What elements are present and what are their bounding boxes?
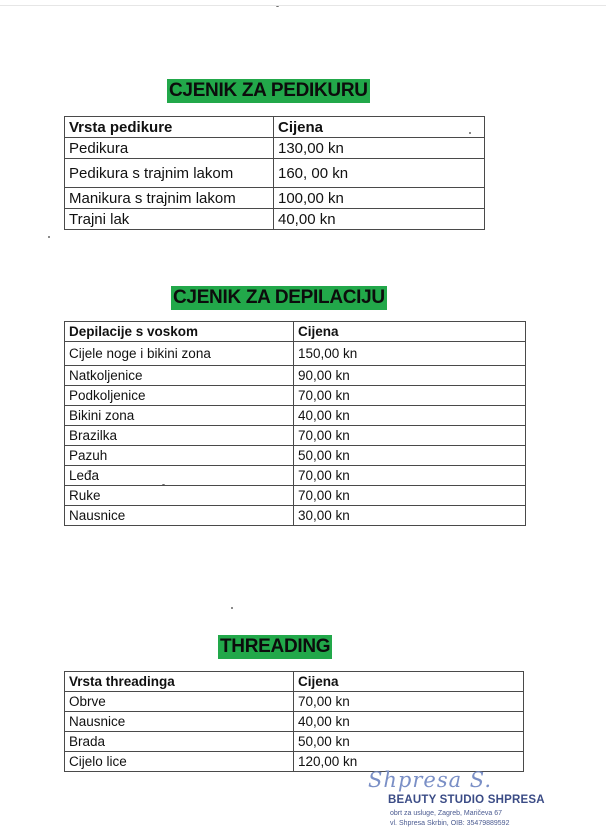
- table-header-row: [65, 322, 526, 342]
- service-name: Trajni lak: [65, 209, 274, 230]
- service-name: Cijele noge i bikini zona: [65, 342, 294, 366]
- threading-price-heading: THREADING: [220, 636, 331, 657]
- service-price: 30,00 kn: [294, 506, 526, 526]
- table-row: [65, 188, 485, 209]
- column-header-price: Cijena: [294, 672, 524, 692]
- table-row: [65, 426, 526, 446]
- scan-edge-line: [0, 5, 606, 6]
- table-header-row: [65, 117, 485, 138]
- table-row: [65, 486, 526, 506]
- service-price: 90,00 kn: [294, 366, 526, 386]
- table-row: [65, 159, 485, 188]
- pedicure-price-table: [64, 116, 485, 230]
- service-name: Pazuh: [65, 446, 294, 466]
- service-price: 120,00 kn: [294, 752, 524, 772]
- service-price: 150,00 kn: [294, 342, 526, 366]
- service-name: Nausnice: [65, 712, 294, 732]
- column-header-service: Depilacije s voskom: [65, 322, 294, 342]
- service-name: Podkoljenice: [65, 386, 294, 406]
- service-price: 70,00 kn: [294, 426, 526, 446]
- table-row: [65, 446, 526, 466]
- table-row: [65, 366, 526, 386]
- service-price: 50,00 kn: [294, 446, 526, 466]
- waxing-price-heading: CJENIK ZA DEPILACIJU: [173, 287, 385, 308]
- table-row: [65, 209, 485, 230]
- table-row: [65, 138, 485, 159]
- service-name: Cijelo lice: [65, 752, 294, 772]
- table-row: [65, 692, 524, 712]
- service-price: 130,00 kn: [274, 138, 485, 159]
- scan-speck: [276, 6, 279, 7]
- table-row: [65, 732, 524, 752]
- service-name: Pedikura s trajnim lakom: [65, 159, 274, 188]
- service-price: 100,00 kn: [274, 188, 485, 209]
- service-price: 70,00 kn: [294, 466, 526, 486]
- service-name: Bikini zona: [65, 406, 294, 426]
- table-row: [65, 342, 526, 366]
- handwritten-signature: Shpresa S.: [368, 768, 493, 792]
- scan-speck: [231, 607, 233, 609]
- service-name: Pedikura: [65, 138, 274, 159]
- table-row: [65, 712, 524, 732]
- column-header-service: Vrsta pedikure: [65, 117, 274, 138]
- pedicure-price-heading: CJENIK ZA PEDIKURU: [169, 80, 368, 101]
- service-name: Obrve: [65, 692, 294, 712]
- service-price: 40,00 kn: [274, 209, 485, 230]
- column-header-price: Cijena: [294, 322, 526, 342]
- table-row: [65, 406, 526, 426]
- stamp-owner-line: vl. Shpresa Skrbin, OIB: 35479889592: [390, 820, 510, 827]
- table-row: [65, 506, 526, 526]
- scan-speck: [469, 132, 471, 134]
- service-price: 70,00 kn: [294, 692, 524, 712]
- service-name: Ruke: [65, 486, 294, 506]
- service-price: 40,00 kn: [294, 406, 526, 426]
- table-row: [65, 386, 526, 406]
- scan-speck: [162, 484, 165, 485]
- stamp-business-name: BEAUTY STUDIO SHPRESA: [388, 794, 545, 806]
- threading-price-table: [64, 671, 524, 772]
- service-name: Nausnice: [65, 506, 294, 526]
- service-price: 70,00 kn: [294, 486, 526, 506]
- service-name: Leđa: [65, 466, 294, 486]
- service-price: 70,00 kn: [294, 386, 526, 406]
- service-name: Brada: [65, 732, 294, 752]
- column-header-price: Cijena: [274, 117, 485, 138]
- service-name: Natkoljenice: [65, 366, 294, 386]
- table-row: [65, 466, 526, 486]
- waxing-price-table: [64, 321, 526, 526]
- table-header-row: [65, 672, 524, 692]
- column-header-service: Vrsta threadinga: [65, 672, 294, 692]
- service-price: 160, 00 kn: [274, 159, 485, 188]
- stamp-address-line: obrt za usluge, Zagreb, Maričeva 67: [390, 810, 503, 817]
- service-name: Manikura s trajnim lakom: [65, 188, 274, 209]
- service-price: 50,00 kn: [294, 732, 524, 752]
- business-stamp: [362, 768, 545, 834]
- service-name: Brazilka: [65, 426, 294, 446]
- service-price: 40,00 kn: [294, 712, 524, 732]
- scan-speck: [48, 236, 50, 238]
